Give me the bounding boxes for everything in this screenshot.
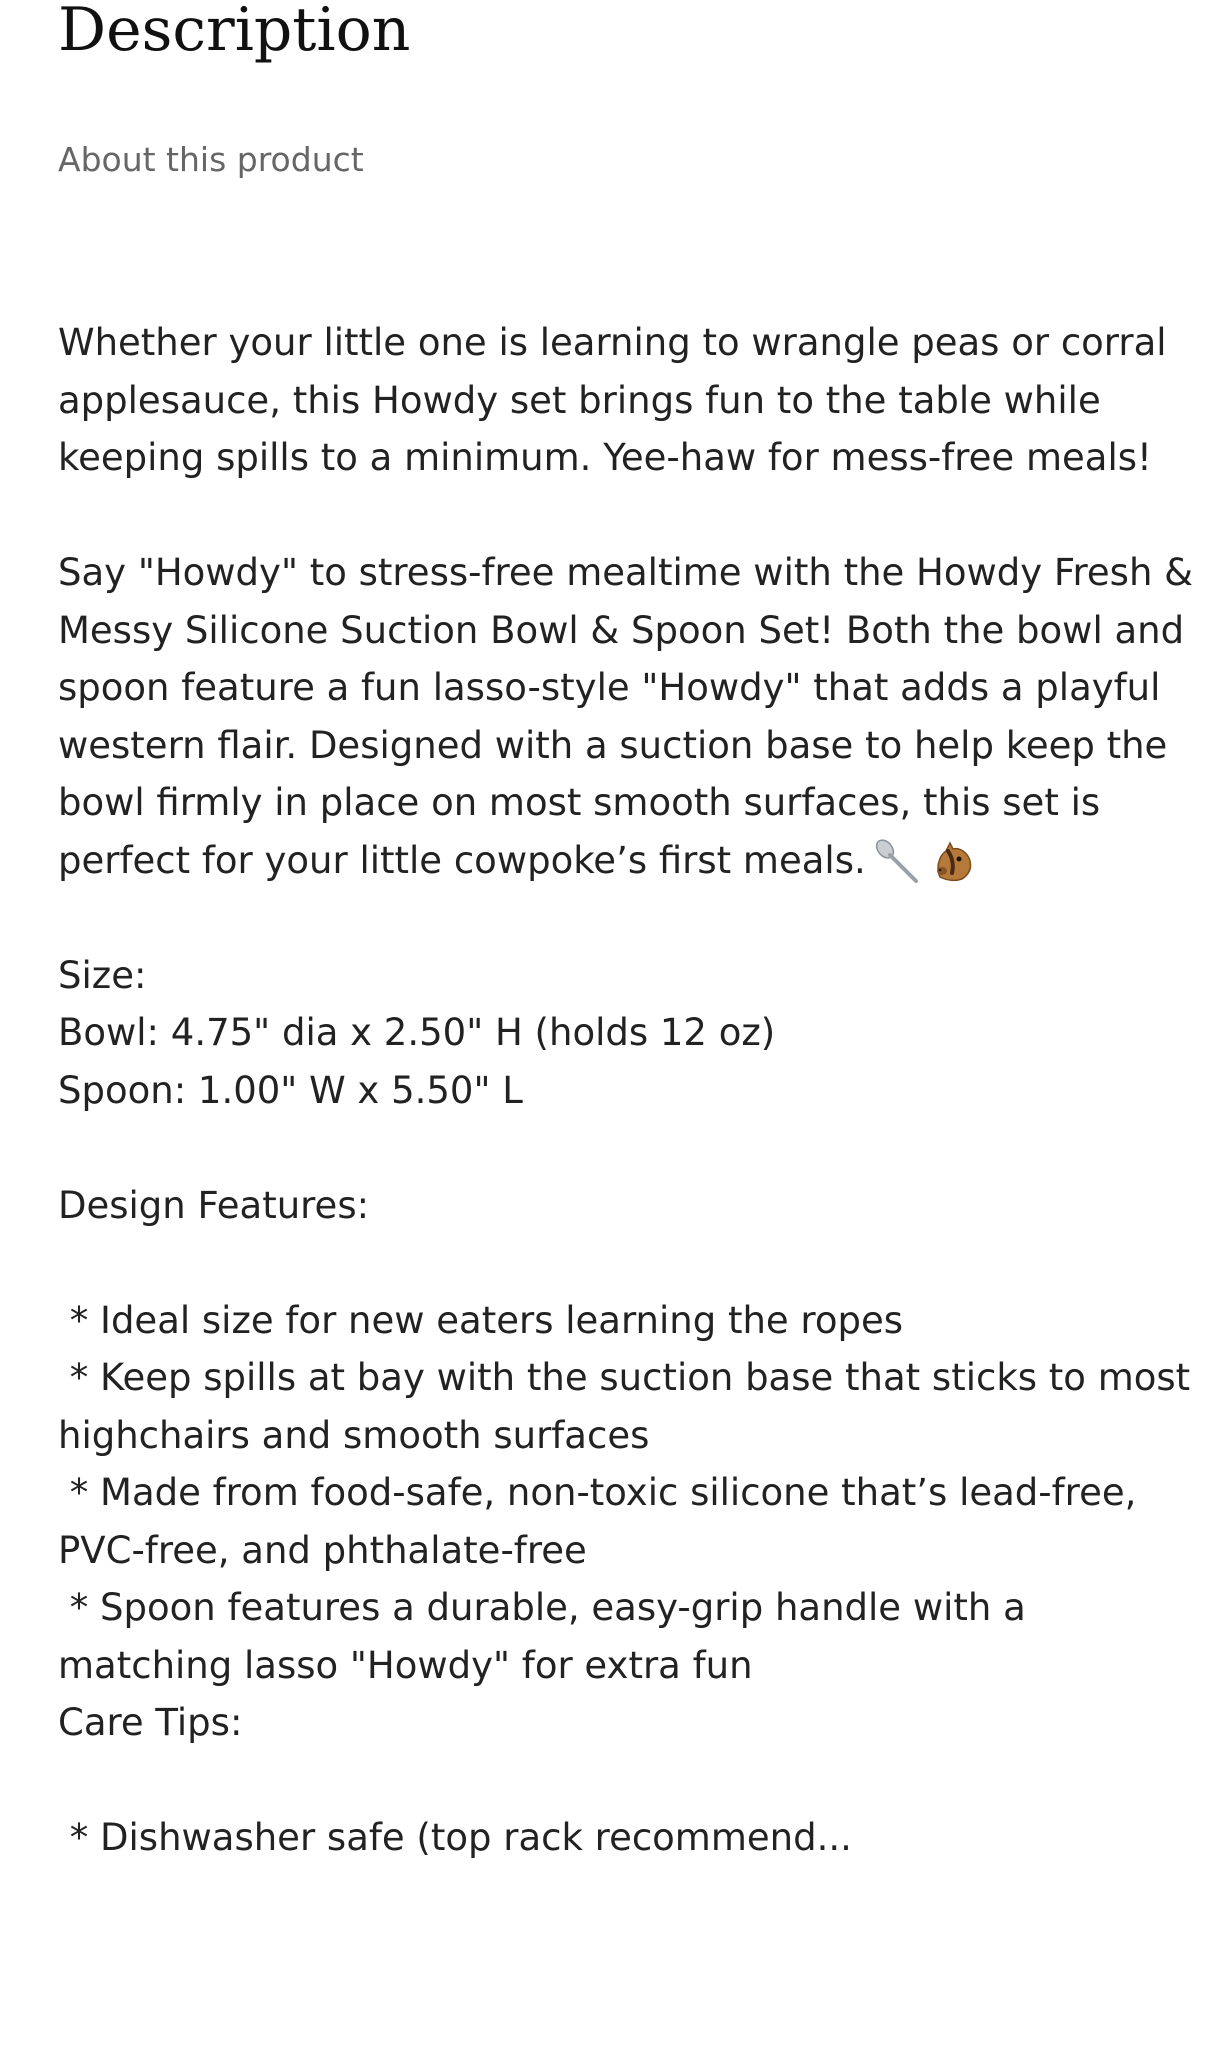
size-spoon: Spoon: 1.00" W x 5.50" L — [58, 1068, 523, 1112]
feature-item: * Ideal size for new eaters learning the ropes — [58, 1298, 903, 1342]
details-paragraph — [58, 544, 1205, 889]
feature-item: * Made from food-safe, non-toxic silicone that’s lead-free, PVC-free, and phthalate-free — [58, 1471, 1149, 1572]
horse-face-icon — [928, 837, 978, 887]
size-bowl: Bowl: 4.75" dia x 2.50" H (holds 12 oz) — [58, 1011, 776, 1054]
details-text: Say "Howdy" to stress-free mealtime with the Howdy Fresh & Messy Silicone Suction Bowl & Spoon Set! Both the bowl and spoon feature a fun lasso-style "Howdy" that adds a playful western flair. Designed with a suction base to help keep the bowl firmly in place on most smooth surfaces, this set is perfect for your little cowpoke’s first meals. — [58, 551, 1205, 882]
feature-item: * Spoon features a durable, easy-grip handle with a matching lasso "Howdy" for extra fun — [58, 1586, 1038, 1687]
about-product-subheading: About this product — [58, 140, 364, 179]
features-label: Design Features: — [58, 1183, 370, 1227]
care-label: Care Tips: — [58, 1701, 243, 1744]
feature-item: * Keep spills at bay with the suction base that sticks to most highchairs and smooth surfaces — [58, 1356, 1202, 1457]
description-body — [58, 314, 1205, 1867]
care-item: * Dishwasher safe (top rack recommend... — [58, 1816, 852, 1859]
spoon-icon — [872, 837, 922, 887]
description-heading: Description — [58, 0, 411, 65]
intro-paragraph: Whether your little one is learning to wrangle peas or corral applesauce, this Howdy set brings fun to the table while keeping spills to a minimum. Yee-haw for mess-free meals! — [58, 321, 1179, 479]
size-label: Size: — [58, 953, 147, 997]
